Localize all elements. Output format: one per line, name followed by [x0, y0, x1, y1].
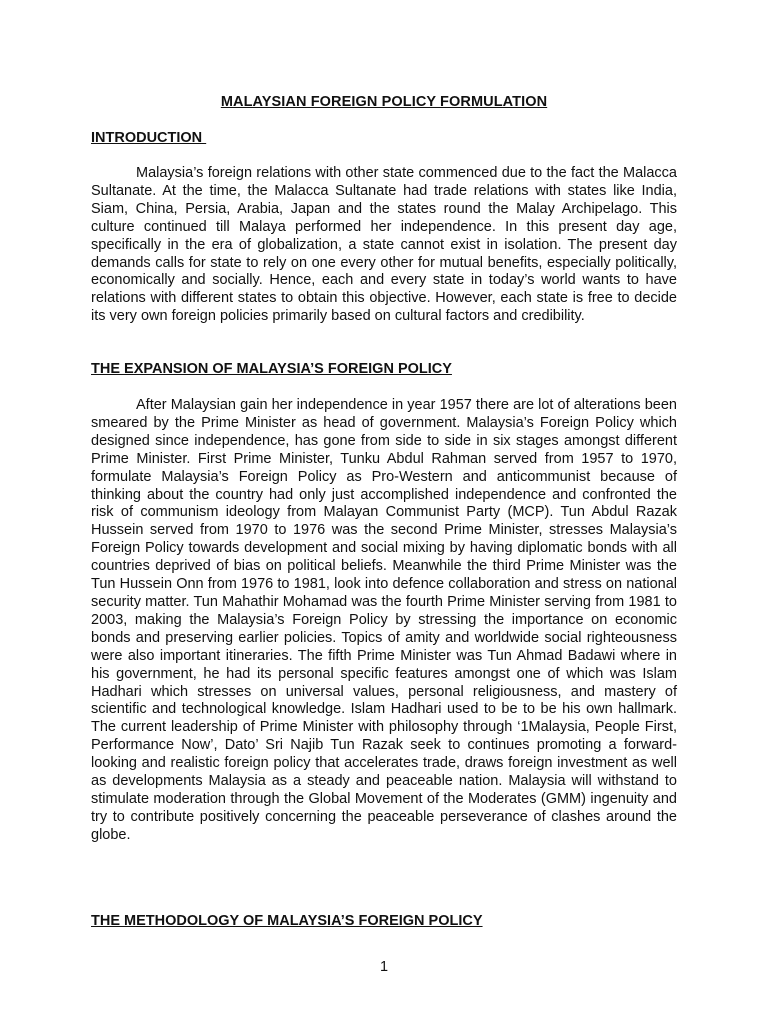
heading-introduction: INTRODUCTION — [91, 130, 207, 146]
document-title: MALAYSIAN FOREIGN POLICY FORMULATION — [220, 94, 548, 110]
heading-methodology: THE METHODOLOGY OF MALAYSIA’S FOREIGN POLICY — [91, 913, 483, 929]
paragraph-expansion: After Malaysian gain her independence in year 1957 there are lot of alterations been smeared by the Prime Minister as head of government. Malaysia’s Foreign Policy which designed since independence, has gone from side to side in six stages amongst different Prime Minister. First Prime Minister, Tunku Abdul Rahman served from 1957 to 1970, formulate Malaysia’s Foreign Policy as Pro-Western and anticommunist because of thinking about the country had only just accomplished independence and confronted the risk of communism ideology from Malayan Communist Party (MCP). Tun Abdul Razak Hussein served from 1970 to 1976 was the second Prime Minister, stresses Malaysia’s Foreign Policy towards development and social mixing by having diplomatic bonds with all countries deprived of bias on political beliefs. Meanwhile the third Prime Minister was the Tun Hussein Onn from 1976 to 1981, look into defence collaboration and stress on national security matter. Tun Mahathir Mohamad was the fourth Prime Minister serving from 1981 to 2003, making the Malaysia’s Foreign Policy by stressing the importance on economic bonds and preserving earlier policies. Topics of amity and worldwide social righteousness were also important itineraries. The fifth Prime Minister was Tun Ahmad Badawi where in his government, he had its personal specific features amongst one of which was Islam Hadhari which stresses on universal values, personal religiousness, and mastery of scientific and technological knowledge. Islam Hadhari used to be to be his own hallmark. The current leadership of Prime Minister with philosophy through ‘1Malaysia, People First, Performance Now’, Dato’ Sri Najib Tun Razak seek to continues promoting a forward-looking and realistic foreign policy that accelerates trade, draws foreign investment as well as developments Malaysia as a steady and peaceable nation. Malaysia will withstand to stimulate moderation through the Global Movement of the Moderates (GMM) ingenuity and try to contribute positively concerning the peaceable perseverance of clashes around the globe. — [91, 397, 677, 843]
page-number: 1 — [379, 959, 389, 975]
paragraph-introduction: Malaysia’s foreign relations with other state commenced due to the fact the Malacca Sultanate. At the time, the Malacca Sultanate had trade relations with states like India, Siam, China, Persia, Arabia, Japan and the states round the Malay Archipelago. This culture continued till Malaya performed her independence. In this present day age, specifically in the era of globalization, a state cannot exist in isolation. The present day demands calls for state to rely on one every other for mutual benefits, especially politically, economically and socially. Hence, each and every state in today’s world wants to have relations with different states to obtain this objective. However, each state is free to decide its very own foreign policies primarily based on cultural factors and credibility. — [91, 165, 677, 325]
heading-expansion: THE EXPANSION OF MALAYSIA’S FOREIGN POLICY — [91, 361, 452, 377]
